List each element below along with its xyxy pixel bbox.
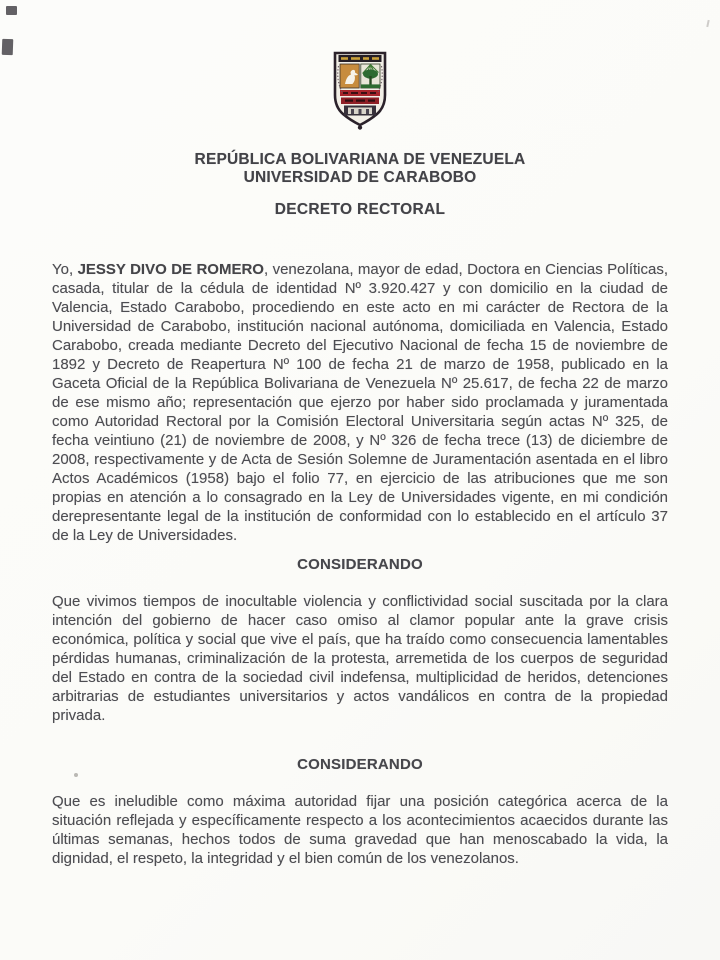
republic-title: REPÚBLICA BOLIVARIANA DE VENEZUELA bbox=[194, 151, 526, 168]
intro-prefix: Yo, bbox=[52, 261, 78, 278]
considerando-heading-2: CONSIDERANDO bbox=[297, 756, 423, 773]
document-header bbox=[52, 151, 668, 186]
scan-artifact bbox=[6, 6, 17, 15]
intro-text: , venezolana, mayor de edad, Doctora en Ciencias Políticas, casada, titular de la cédula de identidad Nº 3.920.427 y con domicilio en la ciudad de Valencia, Estado Carabobo, procediendo en este acto en mi carácter de Rectora de la Universidad de Carabobo, institución nacional autónoma, domiciliada en Valencia, Estado Carabobo, creada mediante Decreto del Ejecutivo Nacional de fecha 15 de noviembre de 1892 y Decreto de Reapertura Nº 100 de fecha 21 de marzo de 1958, publicado en la Gaceta Oficial de la República Bolivariana de Venezuela Nº 25.617, de fecha 22 de marzo de ese mismo año; representación que ejerzo por haber sido proclamada y juramentada como Autoridad Rectoral por la Comisión Electoral Universitaria según actas Nº 325, de fecha veintiuno (21) de noviembre de 2008, y Nº 326 de fecha trece (13) de diciembre de 2008, respectivamente y de Acta de Sesión Solemne de Juramentación asentada en el libro Actos Académicos (1958) bajo el folio 77, en ejercicio de las atribuciones que me son propias en atención a lo consagrado en la Ley de Universidades vigente, en mi condición derepresentante legal de la institución de conformidad con lo establecido en el artículo 37 de la Ley de Universidades. bbox=[52, 261, 668, 544]
scan-artifact bbox=[2, 39, 14, 55]
university-coat-of-arms-icon bbox=[331, 50, 389, 132]
intro-paragraph bbox=[52, 260, 668, 545]
university-title: UNIVERSIDAD DE CARABOBO bbox=[243, 168, 477, 186]
considerando-heading-1: CONSIDERANDO bbox=[297, 556, 423, 573]
rector-name: JESSY DIVO DE ROMERO bbox=[77, 261, 264, 278]
document-title: DECRETO RECTORAL bbox=[274, 201, 446, 218]
considerando-paragraph-2: Que es ineludible como máxima autoridad fijar una posición categórica acerca de la situación reflejada y específicamente respecto a los acontecimientos acaecidos durante las últimas semanas, hechos todos de suma gravedad que han menoscabado la vida, la dignidad, el respeto, la integridad y el bien común de los venezolanos. bbox=[52, 793, 668, 867]
scan-artifact bbox=[74, 773, 78, 777]
considerando-paragraph-1: Que vivimos tiempos de inocultable violencia y conflictividad social suscitada por la clara intención del gobierno de hacer caso omiso al clamor popular ante la grave crisis económica, política y social que vive el país, que ha traído como consecuencia lamentables pérdidas humanas, criminalización de la protesta, arremetida de los cuerpos de seguridad del Estado en contra de la sociedad civil indefensa, multiplicidad de heridos, detenciones arbitrarias de estudiantes universitarios y actos vandálicos en contra de la propiedad privada. bbox=[52, 593, 668, 724]
scan-artifact bbox=[706, 20, 709, 27]
